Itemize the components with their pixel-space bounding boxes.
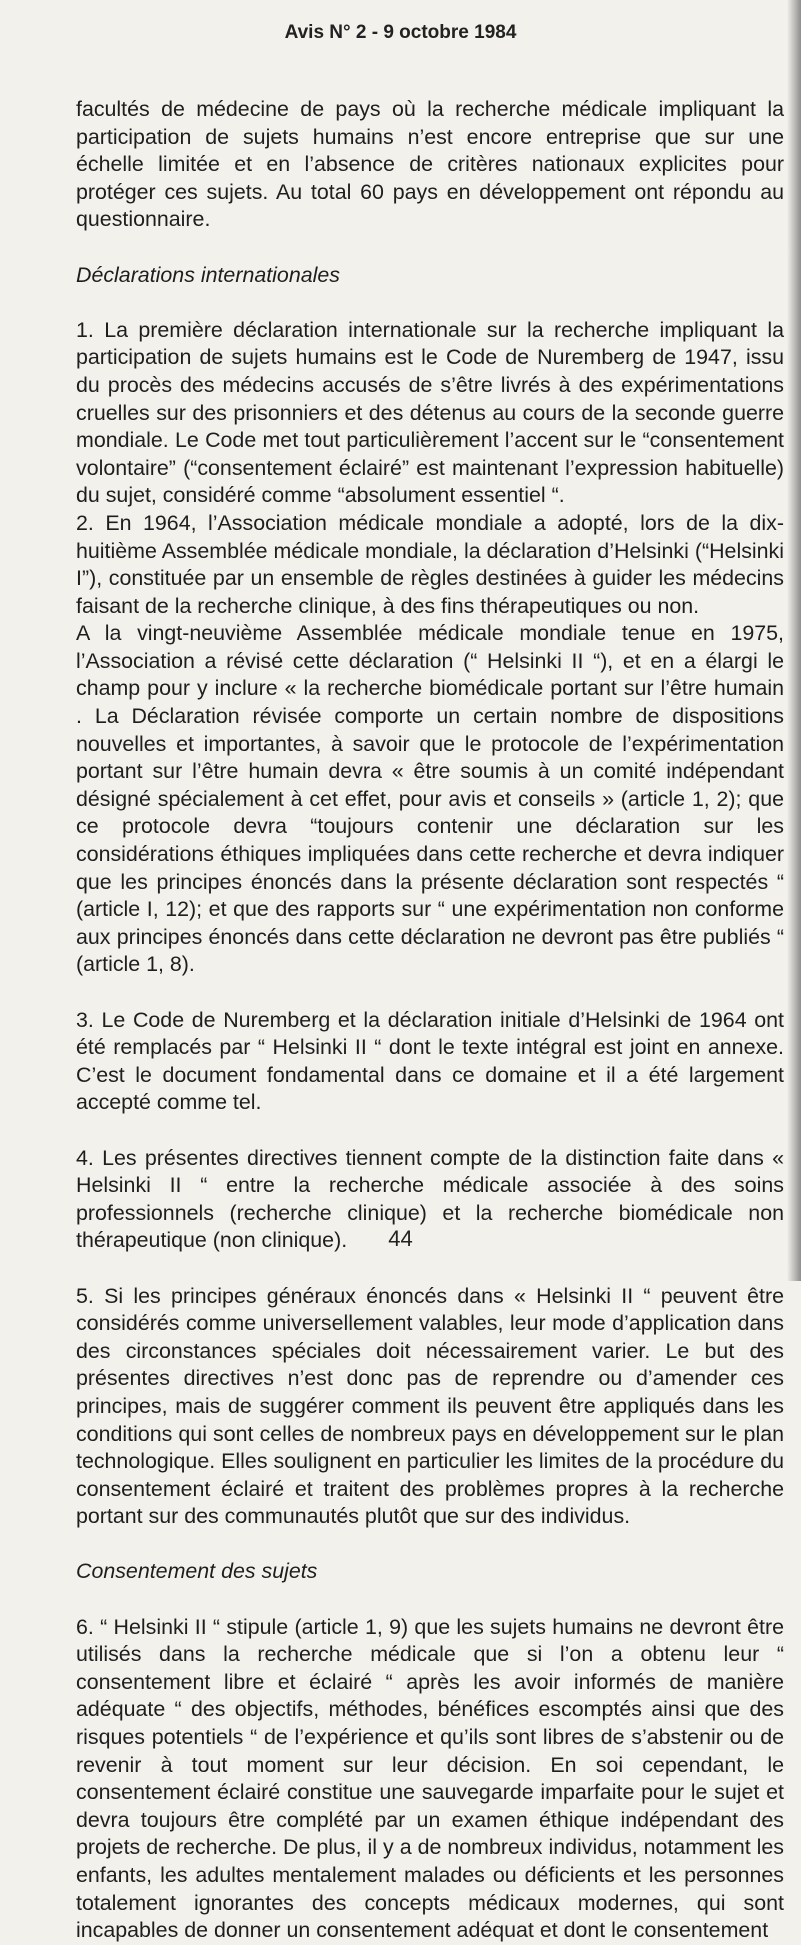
page-edge-shadow	[787, 0, 801, 1281]
paragraph-3: 3. Le Code de Nuremberg et la déclaration initiale d’Helsinki de 1964 ont été remplacés par “ Helsinki II “ dont le texte intégral est joint en annexe. C’est le document fondamental dans ce domaine et il a été largement accepté comme tel.	[76, 1007, 784, 1115]
section-heading-consentement: Consentement des sujets	[76, 1559, 318, 1584]
section-heading-declarations: Déclarations internationales	[76, 262, 340, 287]
paragraph-4: 4. Les présentes directives tiennent compte de la distinction faite dans « Helsinki II “ entre la recherche médicale associée à des soins professionnels (recherche clinique) et la recherche biomédicale non thérapeutique (non clinique).	[76, 1145, 784, 1253]
paragraph-1: 1. La première déclaration internationale sur la recherche impliquant la participation de sujets humains est le Code de Nuremberg de 1947, issu du procès des médecins accusés de s’être livrés à des expérimentations cruelles sur des prisonniers et des détenus au cours de la seconde guerre mondiale. Le Code met tout particulièrement l’accent sur le “consentement volontaire” (“consentement éclairé” est maintenant l’expression habituelle) du sujet, considéré comme “absolument essentiel “.	[76, 317, 784, 508]
paragraph-6: 6. “ Helsinki II “ stipule (article 1, 9) que les sujets humains ne devront être utilisés dans la recherche médicale que si l’on a obtenu leur “ consentement libre et éclairé “ après les avoir informés de manière adéquate “ des objectifs, méthodes, bénéfices escomptés ainsi que des risques potentiels “ de l’expérience et qu’ils sont libres de s’abstenir ou de revenir à tout moment sur leur décision. En soi cependant, le consentement éclairé constitue une sauvegarde imparfaite pour le sujet et devra toujours être complété par un examen éthique indépendant des projets de recherche. De plus, il y a de nombreux individus, notamment les enfants, les adultes mentalement malades ou déficients et les personnes totalement ignorantes des concepts médicaux modernes, qui sont incapables de donner un consentement adéquat et dont le consentement	[76, 1614, 784, 1943]
page-number: 44	[388, 1226, 413, 1251]
intro-paragraph: facultés de médecine de pays où la recherche médicale impliquant la participation de sujets humains n’est encore entreprise que sur une échelle limitée et en l’absence de critères nationaux explicites pour protéger ces sujets. Au total 60 pays en développement ont répondu au questionnaire.	[76, 97, 784, 232]
paragraph-2-continued: A la vingt-neuvième Assemblée médicale mondiale tenue en 1975, l’Association a révisé cette déclaration (“ Helsinki II “), et en a élargi le champ pour y inclure « la recherche biomédicale portant sur l’être humain . La Déclaration révisée comporte un certain nombre de dispositions nouvelles et importantes, à savoir que le protocole de l’expérimentation portant sur l’être humain devra « être soumis à un comité indépendant désigné spécialement à cet effet, pour avis et conseils » (article 1, 2); que ce protocole devra “toujours contenir une déclaration sur les considérations éthiques impliquées dans cette recherche et devra indiquer que les principes énoncés dans la présente déclaration sont respectés “ (article I, 12); et que des rapports sur “ une expérimentation non conforme aux principes énoncés dans cette déclaration ne devront pas être publiés “ (article 1, 8).	[76, 621, 784, 977]
page-header: Avis N° 2 - 9 octobre 1984	[284, 22, 517, 43]
paragraph-2: 2. En 1964, l’Association médicale mondiale a adopté, lors de la dix-huitième Assemblée médicale mondiale, la déclaration d’Helsinki (“Helsinki I”), constituée par un ensemble de règles destinées à guider les médecins faisant de la recherche clinique, à des fins thérapeutiques ou non.	[76, 510, 784, 618]
document-body	[76, 96, 784, 1945]
paragraph-5: 5. Si les principes généraux énoncés dans « Helsinki II “ peuvent être considérés comme universellement valables, leur mode d’application dans des circonstances spéciales doit nécessairement varier. Le but des présentes directives n’est donc pas de reprendre ou d’amender ces principes, mais de suggérer comment ils peuvent être appliqués dans les conditions qui sont celles de nombreux pays en développement sur le plan technologique. Elles soulignent en particulier les limites de la procédure du consentement éclairé et traitent des problèmes propres à la recherche portant sur des communautés plutôt que sur des individus.	[76, 1283, 784, 1529]
